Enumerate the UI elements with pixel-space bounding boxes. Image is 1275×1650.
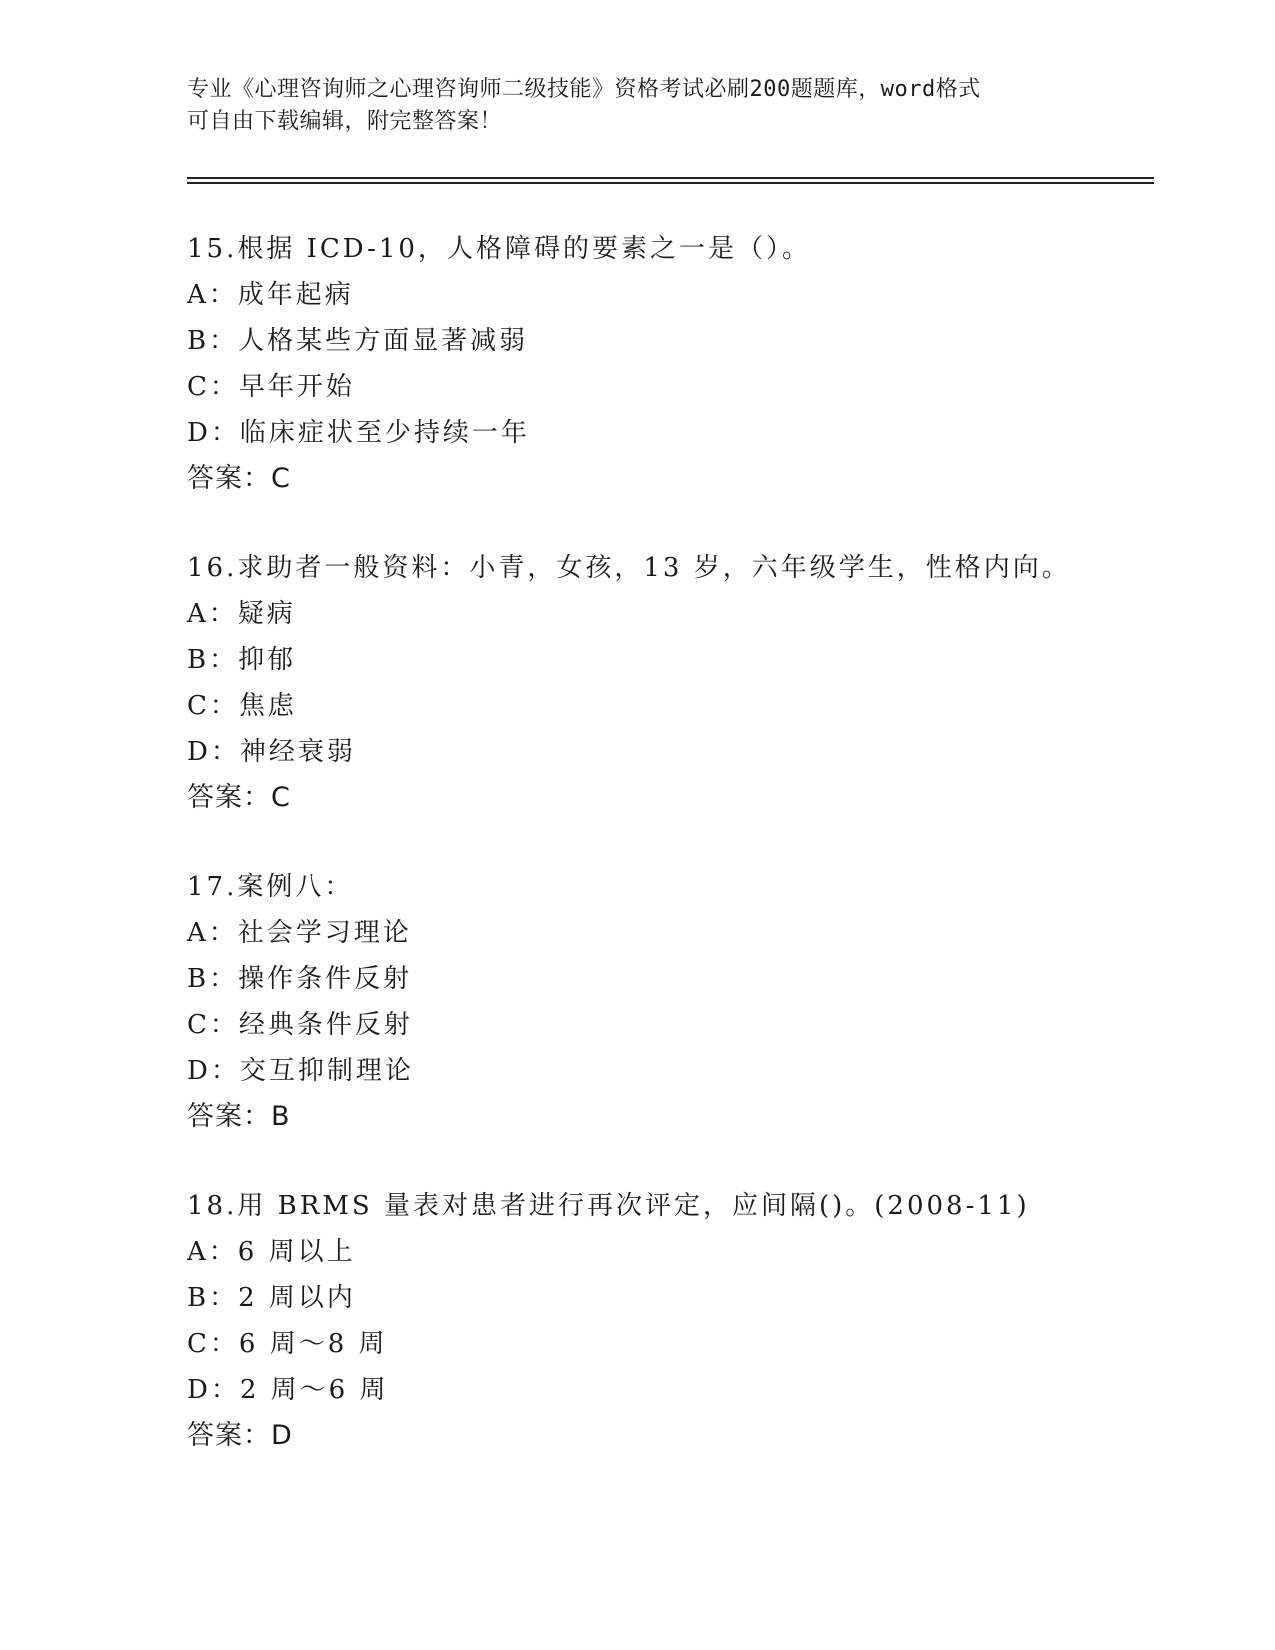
question-stem: 16.求助者一般资料：小青，女孩，13 岁，六年级学生，性格内向。 — [187, 553, 1071, 583]
option-d: D：临床症状至少持续一年 — [187, 418, 530, 448]
option-d: D：神经衰弱 — [187, 737, 356, 767]
question-stem: 18.用 BRMS 量表对患者进行再次评定，应间隔()。(2008-11) — [187, 1191, 1030, 1221]
document-header — [187, 74, 1087, 138]
answer: 答案：B — [187, 1101, 291, 1132]
question-17 — [187, 864, 1147, 1140]
option-c: C：早年开始 — [187, 372, 355, 402]
header-line-2: 可自由下载编辑，附完整答案！ — [187, 109, 503, 134]
question-15 — [187, 226, 1147, 502]
option-a: A：社会学习理论 — [187, 918, 412, 948]
option-b: B：操作条件反射 — [187, 964, 413, 994]
question-16 — [187, 545, 1147, 821]
option-b: B：2 周以内 — [187, 1283, 356, 1313]
option-d: D：交互抑制理论 — [187, 1056, 414, 1086]
answer: 答案：C — [187, 782, 291, 813]
option-d: D：2 周～6 周 — [187, 1375, 389, 1405]
header-line-1: 专业《心理咨询师之心理咨询师二级技能》资格考试必刷200题题库，word格式 — [187, 77, 981, 102]
answer: 答案：C — [187, 463, 291, 494]
option-a: A：6 周以上 — [187, 1237, 356, 1267]
option-c: C：经典条件反射 — [187, 1010, 413, 1040]
option-c: C：6 周～8 周 — [187, 1329, 388, 1359]
question-18 — [187, 1183, 1147, 1459]
question-stem: 17.案例八： — [187, 872, 354, 902]
option-a: A：疑病 — [187, 599, 296, 629]
answer: 答案：D — [187, 1420, 293, 1451]
option-b: B：抑郁 — [187, 645, 297, 675]
option-c: C：焦虑 — [187, 691, 297, 721]
header-rule-bottom — [187, 182, 1154, 184]
question-stem: 15.根据 ICD-10，人格障碍的要素之一是（）。 — [187, 234, 811, 264]
option-b: B：人格某些方面显著减弱 — [187, 326, 529, 356]
option-a: A：成年起病 — [187, 280, 354, 310]
header-rule-top — [187, 177, 1154, 179]
